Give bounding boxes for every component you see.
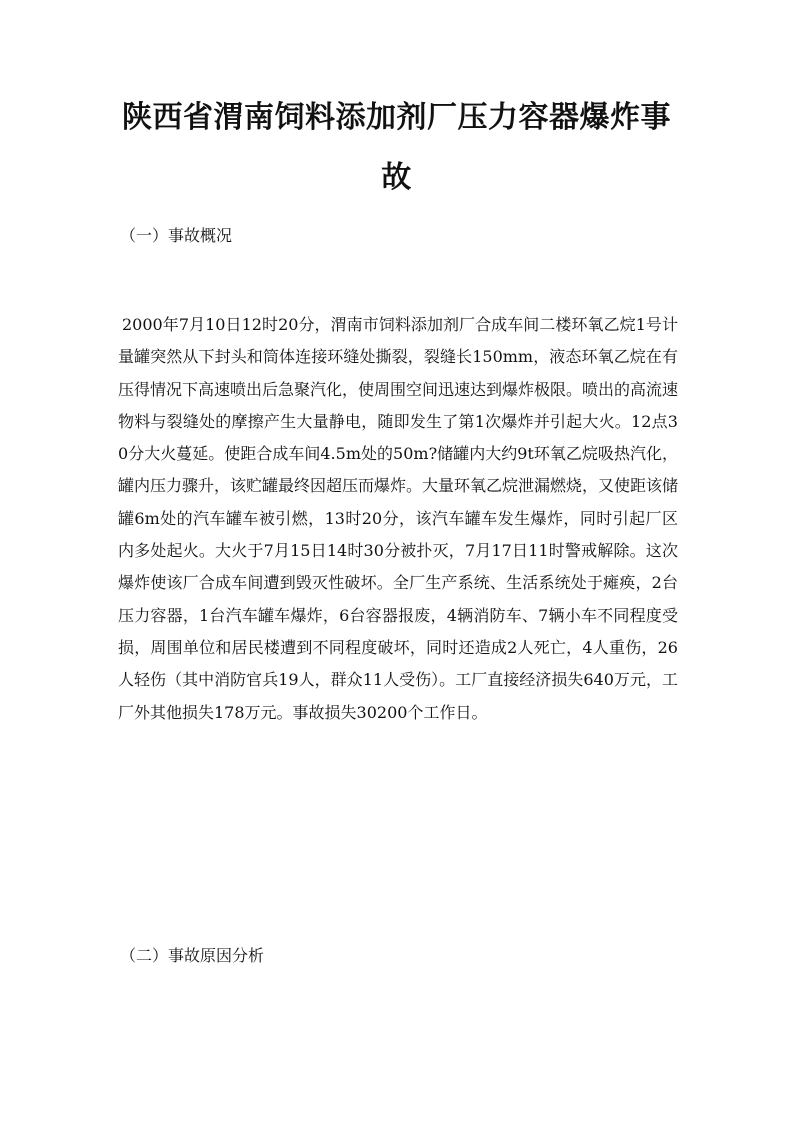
section-heading-cause-analysis: （二）事故原因分析	[120, 946, 265, 965]
section-paragraph-overview: 2000年7月10日12时20分，渭南市饲料添加剂厂合成车间二楼环氧乙烷1号计量罐突然从下封头和筒体连接环缝处撕裂，裂缝长150mm，液态环氧乙烷在有压得情况下高速喷出后急聚汽化，使周围空间迅速达到爆炸极限。喷出的高流速物料与裂缝处的摩擦产生大量静电，随即发生了第1次爆炸并引起大火。12点30分大火蔓延。使距合成车间4.5m处的50m?储罐内大约9t环氧乙烷吸热汽化，罐内压力骤升，该贮罐最终因超压而爆炸。大量环氧乙烷泄漏燃烧，又使距该储罐6m处的汽车罐车被引燃，13时20分，该汽车罐车发生爆炸，同时引起厂区内多处起火。大火于7月15日14时30分被扑灭，7月17日11时警戒解除。这次爆炸使该厂合成车间遭到毁灭性破坏。全厂生产系统、生活系统处于瘫痪，2台压力容器，1台汽车罐车爆炸，6台容器报废，4辆消防车、7辆小车不同程度受损，周围单位和居民楼遭到不同程度破坏，同时还造成2人死亡，4人重伤，26人轻伤（其中消防官兵19人，群众11人受伤）。工厂直接经济损失640万元，工厂外其他损失178万元。事故损失30200个工作日。	[118, 315, 679, 722]
document-title: 陕西省渭南饲料添加剂厂压力容器爆炸事故	[122, 100, 671, 195]
section-heading-overview: （一）事故概况	[120, 226, 233, 245]
